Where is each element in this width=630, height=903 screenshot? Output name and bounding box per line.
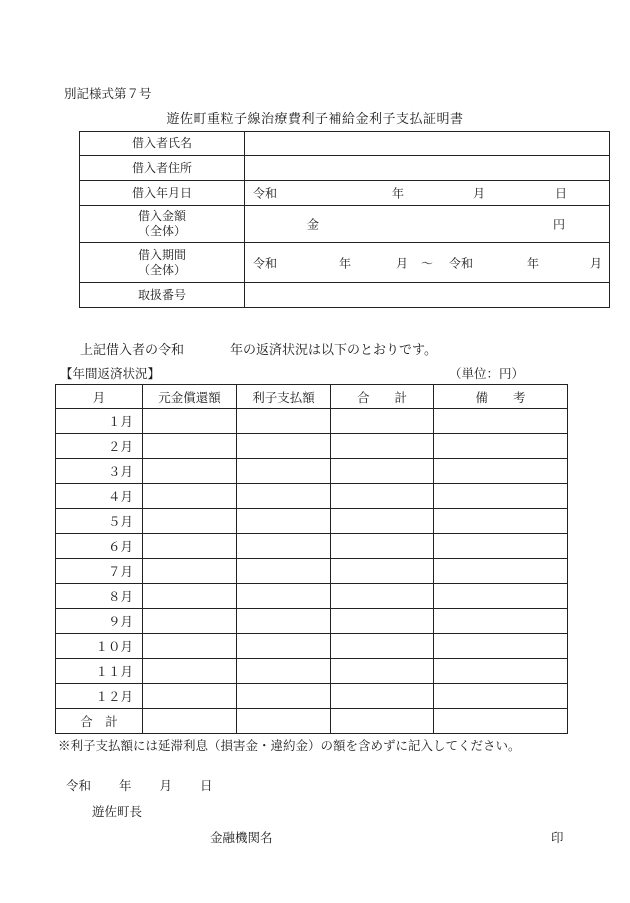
seal-label: 印 xyxy=(551,830,564,845)
month-total-cell[interactable] xyxy=(331,459,434,484)
month-interest-cell[interactable] xyxy=(237,534,331,559)
month-interest-cell[interactable] xyxy=(237,584,331,609)
status-intro-after: 年の返済状況は以下のとおりです。 xyxy=(230,343,437,358)
month-row xyxy=(56,509,568,534)
loan-period-end-era: 令和 xyxy=(449,256,474,270)
form-number: 別記様式第７号 xyxy=(64,86,152,101)
loan-period-tilde: ～ xyxy=(421,256,434,270)
month-principal-cell[interactable] xyxy=(143,634,237,659)
month-interest-cell[interactable] xyxy=(237,609,331,634)
loan-period-end-year: 年 xyxy=(527,256,540,270)
month-principal-cell[interactable] xyxy=(143,509,237,534)
loan-amount-label-line2: （全体） xyxy=(137,224,186,238)
month-total-cell[interactable] xyxy=(331,584,434,609)
loan-date-month: 月 xyxy=(473,186,486,201)
month-label: ３月 xyxy=(56,459,143,484)
total-label: 合 計 xyxy=(56,709,143,734)
month-total-cell[interactable] xyxy=(331,684,434,709)
total-interest-cell[interactable] xyxy=(237,709,331,734)
month-remarks-cell[interactable] xyxy=(434,459,568,484)
month-label: ６月 xyxy=(56,534,143,559)
month-label: ７月 xyxy=(56,559,143,584)
month-interest-cell[interactable] xyxy=(237,434,331,459)
month-principal-cell[interactable] xyxy=(143,584,237,609)
total-remarks-cell[interactable] xyxy=(434,709,568,734)
repayment-table xyxy=(55,384,568,734)
month-row xyxy=(56,559,568,584)
month-remarks-cell[interactable] xyxy=(434,634,568,659)
loan-amount-label-line1: 借入金額 xyxy=(137,209,186,223)
note: ※利子支払額には延滞利息（損害金・違約金）の額を含めずに記入してください。 xyxy=(58,738,521,753)
loan-date-field[interactable] xyxy=(245,181,610,206)
month-total-cell[interactable] xyxy=(331,509,434,534)
name-label: 借入者氏名 xyxy=(80,132,245,156)
month-row xyxy=(56,684,568,709)
month-label: １２月 xyxy=(56,684,143,709)
month-total-cell[interactable] xyxy=(331,534,434,559)
month-interest-cell[interactable] xyxy=(237,684,331,709)
loan-period-label-line1: 借入期間 xyxy=(137,247,186,262)
month-interest-cell[interactable] xyxy=(237,409,331,434)
month-remarks-cell[interactable] xyxy=(434,559,568,584)
unit-label: （単位：円） xyxy=(449,366,525,381)
address-field[interactable] xyxy=(245,156,610,181)
borrower-info-table xyxy=(79,131,610,308)
month-principal-cell[interactable] xyxy=(143,609,237,634)
handling-number-label: 取扱番号 xyxy=(80,283,245,308)
month-total-cell[interactable] xyxy=(331,409,434,434)
month-label: ２月 xyxy=(56,434,143,459)
date-line xyxy=(66,776,213,794)
month-principal-cell[interactable] xyxy=(143,534,237,559)
month-principal-cell[interactable] xyxy=(143,559,237,584)
month-label: １０月 xyxy=(56,634,143,659)
loan-date-day: 日 xyxy=(555,186,568,201)
month-total-cell[interactable] xyxy=(331,609,434,634)
loan-period-start-month: 月 xyxy=(396,256,409,270)
header-month: 月 xyxy=(56,385,143,409)
month-total-cell[interactable] xyxy=(331,659,434,684)
loan-date-era: 令和 xyxy=(253,186,278,201)
month-row xyxy=(56,434,568,459)
date-month: 月 xyxy=(159,778,173,793)
total-total-cell[interactable] xyxy=(331,709,434,734)
loan-amount-prefix: 金 xyxy=(307,217,320,232)
loan-period-label-line2: （全体） xyxy=(137,262,186,277)
loan-amount-unit: 円 xyxy=(553,217,566,232)
month-row xyxy=(56,584,568,609)
month-remarks-cell[interactable] xyxy=(434,534,568,559)
month-interest-cell[interactable] xyxy=(237,459,331,484)
month-label: １１月 xyxy=(56,659,143,684)
month-principal-cell[interactable] xyxy=(143,409,237,434)
month-interest-cell[interactable] xyxy=(237,659,331,684)
month-label: １月 xyxy=(56,409,143,434)
date-era: 令和 xyxy=(66,778,92,793)
mayor-label: 遊佐町長 xyxy=(92,804,143,819)
month-interest-cell[interactable] xyxy=(237,559,331,584)
month-remarks-cell[interactable] xyxy=(434,684,568,709)
month-label: ４月 xyxy=(56,484,143,509)
month-remarks-cell[interactable] xyxy=(434,584,568,609)
total-row xyxy=(56,709,568,734)
month-remarks-cell[interactable] xyxy=(434,484,568,509)
date-year: 年 xyxy=(119,778,132,793)
loan-date-label: 借入年月日 xyxy=(80,181,245,206)
month-principal-cell[interactable] xyxy=(143,434,237,459)
month-row xyxy=(56,459,568,484)
month-remarks-cell[interactable] xyxy=(434,409,568,434)
address-label: 借入者住所 xyxy=(80,156,245,181)
month-label: ５月 xyxy=(56,509,143,534)
loan-amount-label xyxy=(80,206,245,243)
month-total-cell[interactable] xyxy=(331,484,434,509)
total-principal-cell[interactable] xyxy=(143,709,237,734)
institution-label: 金融機関名 xyxy=(210,830,273,845)
loan-period-start-era: 令和 xyxy=(253,256,278,270)
month-row xyxy=(56,659,568,684)
loan-period-end-month: 月 xyxy=(590,256,603,270)
month-principal-cell[interactable] xyxy=(143,659,237,684)
month-row xyxy=(56,634,568,659)
month-principal-cell[interactable] xyxy=(143,684,237,709)
month-principal-cell[interactable] xyxy=(143,459,237,484)
month-row xyxy=(56,484,568,509)
header-principal: 元金償還額 xyxy=(143,385,237,409)
status-intro-before: 上記借入者の令和 xyxy=(80,343,185,358)
header-remarks: 備 考 xyxy=(434,385,568,409)
loan-date-year: 年 xyxy=(392,186,405,201)
month-row xyxy=(56,609,568,634)
date-day: 日 xyxy=(200,778,213,793)
month-interest-cell[interactable] xyxy=(237,634,331,659)
month-label: ８月 xyxy=(56,584,143,609)
month-total-cell[interactable] xyxy=(331,559,434,584)
month-row xyxy=(56,409,568,434)
name-field[interactable] xyxy=(245,132,610,156)
header-interest: 利子支払額 xyxy=(237,385,331,409)
loan-period-field[interactable] xyxy=(245,243,610,283)
loan-amount-field[interactable] xyxy=(245,206,610,243)
month-remarks-cell[interactable] xyxy=(434,509,568,534)
status-intro xyxy=(80,339,437,358)
document-title: 遊佐町重粒子線治療費利子補給金利子支払証明書 xyxy=(166,112,464,127)
month-principal-cell[interactable] xyxy=(143,484,237,509)
handling-number-field[interactable] xyxy=(245,283,610,308)
month-interest-cell[interactable] xyxy=(237,484,331,509)
month-remarks-cell[interactable] xyxy=(434,659,568,684)
month-total-cell[interactable] xyxy=(331,434,434,459)
section-title: 【年間返済状況】 xyxy=(60,366,161,381)
header-total: 合 計 xyxy=(331,385,434,409)
loan-period-label xyxy=(80,243,245,283)
month-total-cell[interactable] xyxy=(331,634,434,659)
month-row xyxy=(56,534,568,559)
month-label: ９月 xyxy=(56,609,143,634)
loan-period-start-year: 年 xyxy=(339,256,352,270)
month-interest-cell[interactable] xyxy=(237,509,331,534)
month-remarks-cell[interactable] xyxy=(434,609,568,634)
month-remarks-cell[interactable] xyxy=(434,434,568,459)
